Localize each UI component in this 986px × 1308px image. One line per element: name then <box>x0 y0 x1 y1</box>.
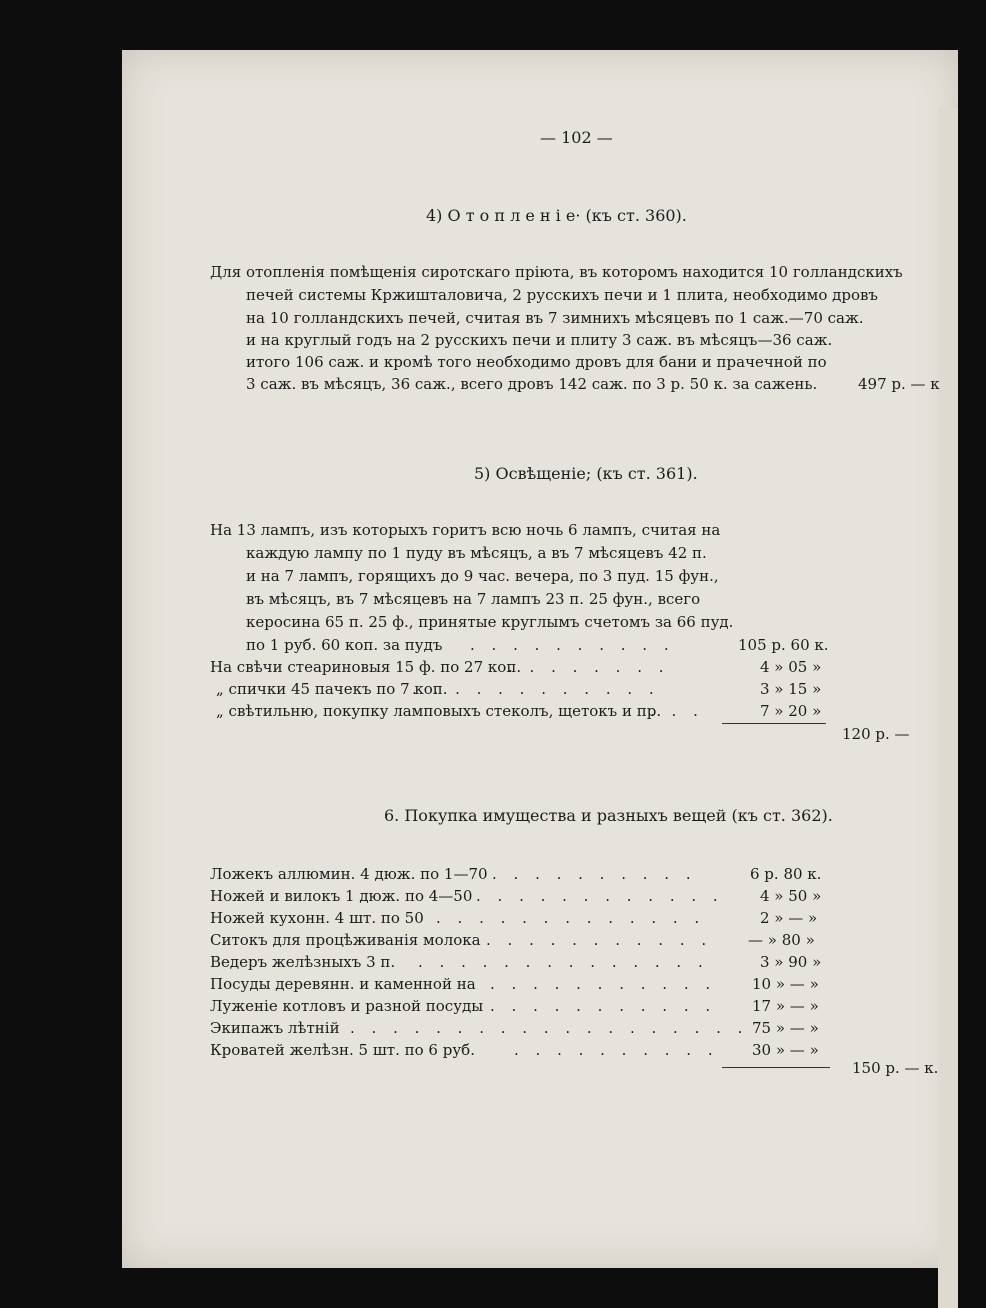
s6-item-amount: — » 80 » <box>748 931 815 949</box>
section-5-heading: 5) Освѣщеніе; (къ ст. 361). <box>474 464 698 483</box>
s4-total: 497 р. — к <box>858 375 940 393</box>
leader-dots: . . . <box>650 702 704 720</box>
s4-line: Для отопленія помѣщенія сиротскаго пріюта, въ которомъ находится 10 голландскихъ <box>210 263 903 281</box>
s6-item: Ножей и вилокъ 1 дюж. по 4—50 <box>210 887 473 905</box>
s6-item-amount: 17 » — » <box>752 997 819 1015</box>
leader-dots: . . . . . . . . . . <box>514 1041 719 1059</box>
leader-dots: . . . . . . . . . . . <box>486 931 713 949</box>
s6-item-amount: 75 » — » <box>752 1019 819 1037</box>
s5-line: по 1 руб. 60 коп. за пудъ <box>246 636 443 654</box>
section-4-heading: 4) О т о п л е н і е· (къ ст. 360). <box>426 206 687 225</box>
s6-item: Луженіе котловъ и разной посуды <box>210 997 484 1015</box>
section-6-heading: 6. Покупка имущества и разныхъ вещей (къ ст. 362). <box>384 806 833 825</box>
s6-item-amount: 10 » — » <box>752 975 819 993</box>
page-edge <box>938 108 958 1308</box>
leader-dots: . . . . . . . . . . <box>470 636 675 654</box>
s6-item-amount: 4 » 50 » <box>760 887 822 905</box>
s6-item-amount: 3 » 90 » <box>760 953 822 971</box>
s5-line: каждую лампу по 1 пуду въ мѣсяцъ, а въ 7 мѣсяцевъ 42 п. <box>246 544 707 562</box>
s4-line: на 10 голландскихъ печей, считая въ 7 зимнихъ мѣсяцевъ по 1 саж.—70 саж. <box>246 309 864 327</box>
s4-line: и на круглый годъ на 2 русскихъ печи и плиту 3 саж. въ мѣсяцъ—36 саж. <box>246 331 833 349</box>
s6-item: Ведеръ желѣзныхъ 3 п. <box>210 953 396 971</box>
s6-item-amount: 6 р. 80 к. <box>750 865 822 883</box>
s4-line: итого 106 саж. и кромѣ того необходимо дровъ для бани и прачечной по <box>246 353 827 371</box>
leader-dots: . . . . . . . . . . . . . <box>436 909 706 927</box>
s5-item-amount: 4 » 05 » <box>760 658 822 676</box>
s6-item: Ситокъ для процѣживанія молока <box>210 931 481 949</box>
s5-item: „ спички 45 пачекъ по 7 коп. <box>216 680 448 698</box>
s4-line: печей системы Кржишталовича, 2 русскихъ печи и 1 плита, необходимо дровъ <box>246 286 878 304</box>
leader-dots: . . . . . . . . . . . <box>490 997 717 1015</box>
leader-dots: . . . . . . . . . . . . <box>476 887 724 905</box>
s6-item-amount: 30 » — » <box>752 1041 819 1059</box>
leader-dots: . . . . . . . . . . . . . . . . . . . <box>350 1019 749 1037</box>
s5-total: 120 р. — <box>842 725 910 743</box>
s6-total: 150 р. — к. <box>852 1059 939 1077</box>
s5-item-amount: 105 р. 60 к. <box>738 636 829 654</box>
leader-dots: . . . . . . . . <box>508 658 670 676</box>
s6-item: Ложекъ аллюмин. 4 дюж. по 1—70 <box>210 865 488 883</box>
sum-rule <box>722 1067 830 1068</box>
s5-item: „ свѣтильню, покупку ламповыхъ стеколъ, щетокъ и пр. <box>216 702 662 720</box>
leader-dots: . . . . . . . . . . . . . . <box>418 953 709 971</box>
s5-item-amount: 3 » 15 » <box>760 680 822 698</box>
s6-item: Кроватей желѣзн. 5 шт. по 6 руб. <box>210 1041 475 1059</box>
s4-line: 3 саж. въ мѣсяцъ, 36 саж., всего дровъ 142 саж. по 3 р. 50 к. за сажень. <box>246 375 818 393</box>
page-number: — 102 — <box>540 128 613 147</box>
s6-item: Посуды деревянн. и каменной на <box>210 975 476 993</box>
leader-dots: . . . . . . . . . . <box>492 865 697 883</box>
s5-item-amount: 7 » 20 » <box>760 702 822 720</box>
s5-line: и на 7 лампъ, горящихъ до 9 час. вечера, по 3 пуд. 15 фун., <box>246 567 719 585</box>
leader-dots: . . . . . . . . . . . . <box>412 680 660 698</box>
s5-line: въ мѣсяцъ, въ 7 мѣсяцевъ на 7 лампъ 23 п. 25 фун., всего <box>246 590 701 608</box>
s6-item-amount: 2 » — » <box>760 909 818 927</box>
s5-item: На свѣчи стеариновыя 15 ф. по 27 коп. <box>210 658 522 676</box>
s5-line: керосина 65 п. 25 ф., принятые круглымъ счетомъ за 66 пуд. <box>246 613 734 631</box>
sum-rule <box>722 723 826 724</box>
s6-item: Экипажъ лѣтній <box>210 1019 340 1037</box>
s5-line: На 13 лампъ, изъ которыхъ горитъ всю ночь 6 лампъ, считая на <box>210 521 721 539</box>
leader-dots: . . . . . . . . . . . <box>490 975 717 993</box>
s6-item: Ножей кухонн. 4 шт. по 50 <box>210 909 424 927</box>
